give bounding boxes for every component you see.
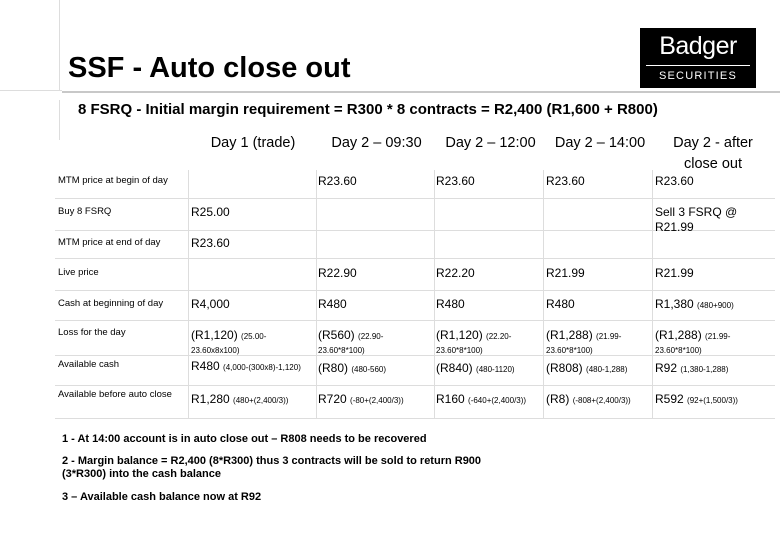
cell-value: (R560) [318, 328, 355, 342]
cell-cash-begin-1400: R480 [546, 297, 575, 311]
cell-calc-note: (480-1120) [476, 365, 515, 374]
cell-loss-after [655, 328, 730, 344]
cell-calc-note: (480+(2,400/3)) [233, 396, 289, 405]
badger-securities-logo [640, 28, 756, 88]
cell-calc-note: (480+900) [697, 301, 734, 310]
cell-calc-note: (21.99- [705, 332, 731, 341]
cell-mtm-begin-1400: R23.60 [546, 174, 585, 188]
grid-line-row3 [55, 258, 775, 259]
cell-calc-note: (92+(1,500/3)) [687, 396, 738, 405]
cell-calc-note: (22.90- [358, 332, 384, 341]
cell-loss-1200-tail: 23.60*8*100) [436, 346, 483, 355]
row-label-loss: Loss for the day [58, 327, 126, 338]
cell-cash-begin-day1: R4,000 [191, 297, 230, 311]
logo-name: Badger [659, 32, 737, 60]
footnote-1: 1 - At 14:00 account is in auto close out – R808 needs to be recovered [62, 433, 427, 445]
grid-line-row5 [55, 320, 775, 321]
grid-line-row8 [55, 418, 775, 419]
column-header-1200: Day 2 – 12:00 [445, 135, 536, 151]
cell-loss-1200 [436, 328, 511, 344]
row-label-mtm-begin: MTM price at begin of day [58, 175, 168, 186]
cell-mtm-begin-1200: R23.60 [436, 174, 475, 188]
row-label-live-price: Live price [58, 267, 99, 278]
cell-cash-begin-after [655, 297, 734, 313]
cell-value: (R80) [318, 361, 349, 375]
cell-before-close-after [655, 392, 738, 408]
cell-avail-day1 [191, 359, 301, 375]
row-label-mtm-end: MTM price at end of day [58, 237, 161, 248]
grid-line-col3 [434, 170, 435, 418]
row-label-available-before-close: Available before auto close [58, 389, 172, 400]
cell-avail-after [655, 361, 728, 377]
cell-value: R480 [191, 359, 220, 373]
cell-calc-note: (480-1,288) [586, 365, 628, 374]
cell-calc-note: (25.00- [241, 332, 267, 341]
slide-subtitle: 8 FSRQ - Initial margin requirement = R300 * 8 contracts = R2,400 (R1,600 + R800) [78, 101, 658, 118]
cell-calc-note: (-808+(2,400/3)) [572, 396, 631, 405]
row-label-buy: Buy 8 FSRQ [58, 206, 112, 217]
row-label-available-cash: Available cash [58, 359, 120, 370]
cell-value: (R1,288) [655, 328, 702, 342]
cell-loss-day1 [191, 328, 266, 344]
frame-line-left-lower [59, 100, 60, 140]
cell-calc-note: (21.99- [596, 332, 622, 341]
cell-loss-0930 [318, 328, 383, 344]
frame-line-left [59, 0, 60, 90]
cell-live-1200: R22.20 [436, 266, 475, 280]
cell-live-after: R21.99 [655, 266, 694, 280]
cell-sell-after: Sell 3 FSRQ @ R21.99 [655, 205, 738, 234]
grid-line-row4 [55, 290, 775, 291]
title-divider [62, 91, 780, 93]
slide-title: SSF - Auto close out [68, 52, 351, 84]
cell-calc-note: (480-560) [351, 365, 387, 374]
cell-buy-day1: R25.00 [191, 205, 230, 219]
cell-loss-1400 [546, 328, 621, 344]
grid-line-col1 [188, 170, 189, 418]
frame-line-top-left [0, 90, 62, 91]
column-header-1400: Day 2 – 14:00 [554, 135, 646, 151]
cell-mtm-end-day1: R23.60 [191, 236, 230, 250]
cell-value: R92 [655, 361, 678, 375]
column-header-0930: Day 2 – 09:30 [331, 135, 422, 151]
cell-value: R160 [436, 392, 465, 406]
cell-before-close-1400 [546, 392, 631, 408]
grid-line-col5 [652, 170, 653, 418]
cell-live-0930: R22.90 [318, 266, 357, 280]
cell-before-close-0930 [318, 392, 404, 408]
cell-calc-note: (-80+(2,400/3)) [350, 396, 404, 405]
footnote-3: 3 – Available cash balance now at R92 [62, 491, 262, 503]
cell-cash-begin-1200: R480 [436, 297, 465, 311]
cell-value: (R8) [546, 392, 570, 406]
cell-value: (R1,120) [191, 328, 238, 342]
cell-value: R592 [655, 392, 684, 406]
cell-before-close-day1 [191, 392, 288, 408]
cell-value: (R808) [546, 361, 583, 375]
grid-line-col4 [543, 170, 544, 418]
cell-calc-note: (22.20- [486, 332, 512, 341]
column-header-day1: Day 1 (trade) [210, 135, 296, 151]
footnote-2: 2 - Margin balance = R2,400 (8*R300) thus 3 contracts will be sold to return R900 (3*R300) into the cash balance [62, 455, 482, 480]
grid-line-row7 [55, 385, 775, 386]
cell-value: R720 [318, 392, 347, 406]
column-header-after-close: Day 2 - after close out [673, 135, 753, 172]
cell-calc-note: (-640+(2,400/3)) [468, 396, 527, 405]
cell-mtm-begin-0930: R23.60 [318, 174, 357, 188]
cell-avail-1200 [436, 361, 515, 377]
cell-value: R1,280 [191, 392, 230, 406]
cell-avail-1400 [546, 361, 627, 377]
cell-mtm-begin-after: R23.60 [655, 174, 694, 188]
cell-calc-note: (1,380-1,288) [680, 365, 729, 374]
cell-loss-after-tail: 23.60*8*100) [655, 346, 702, 355]
grid-line-row1 [55, 198, 775, 199]
cell-loss-1400-tail: 23.60*8*100) [546, 346, 593, 355]
logo-divider [646, 65, 750, 66]
cell-calc-note: (4,000-(300x8)-1,120) [223, 363, 301, 372]
cell-value: R1,380 [655, 297, 694, 311]
cell-value: (R1,120) [436, 328, 483, 342]
cell-loss-day1-tail: 23.60x8x100) [191, 346, 240, 355]
cell-avail-0930 [318, 361, 386, 377]
cell-loss-0930-tail: 23.60*8*100) [318, 346, 365, 355]
cell-live-1400: R21.99 [546, 266, 585, 280]
cell-cash-begin-0930: R480 [318, 297, 347, 311]
row-label-cash-begin: Cash at beginning of day [58, 298, 164, 309]
cell-value: (R840) [436, 361, 473, 375]
logo-subtitle: SECURITIES [658, 70, 737, 82]
cell-before-close-1200 [436, 392, 526, 408]
grid-line-col2 [316, 170, 317, 418]
cell-value: (R1,288) [546, 328, 593, 342]
